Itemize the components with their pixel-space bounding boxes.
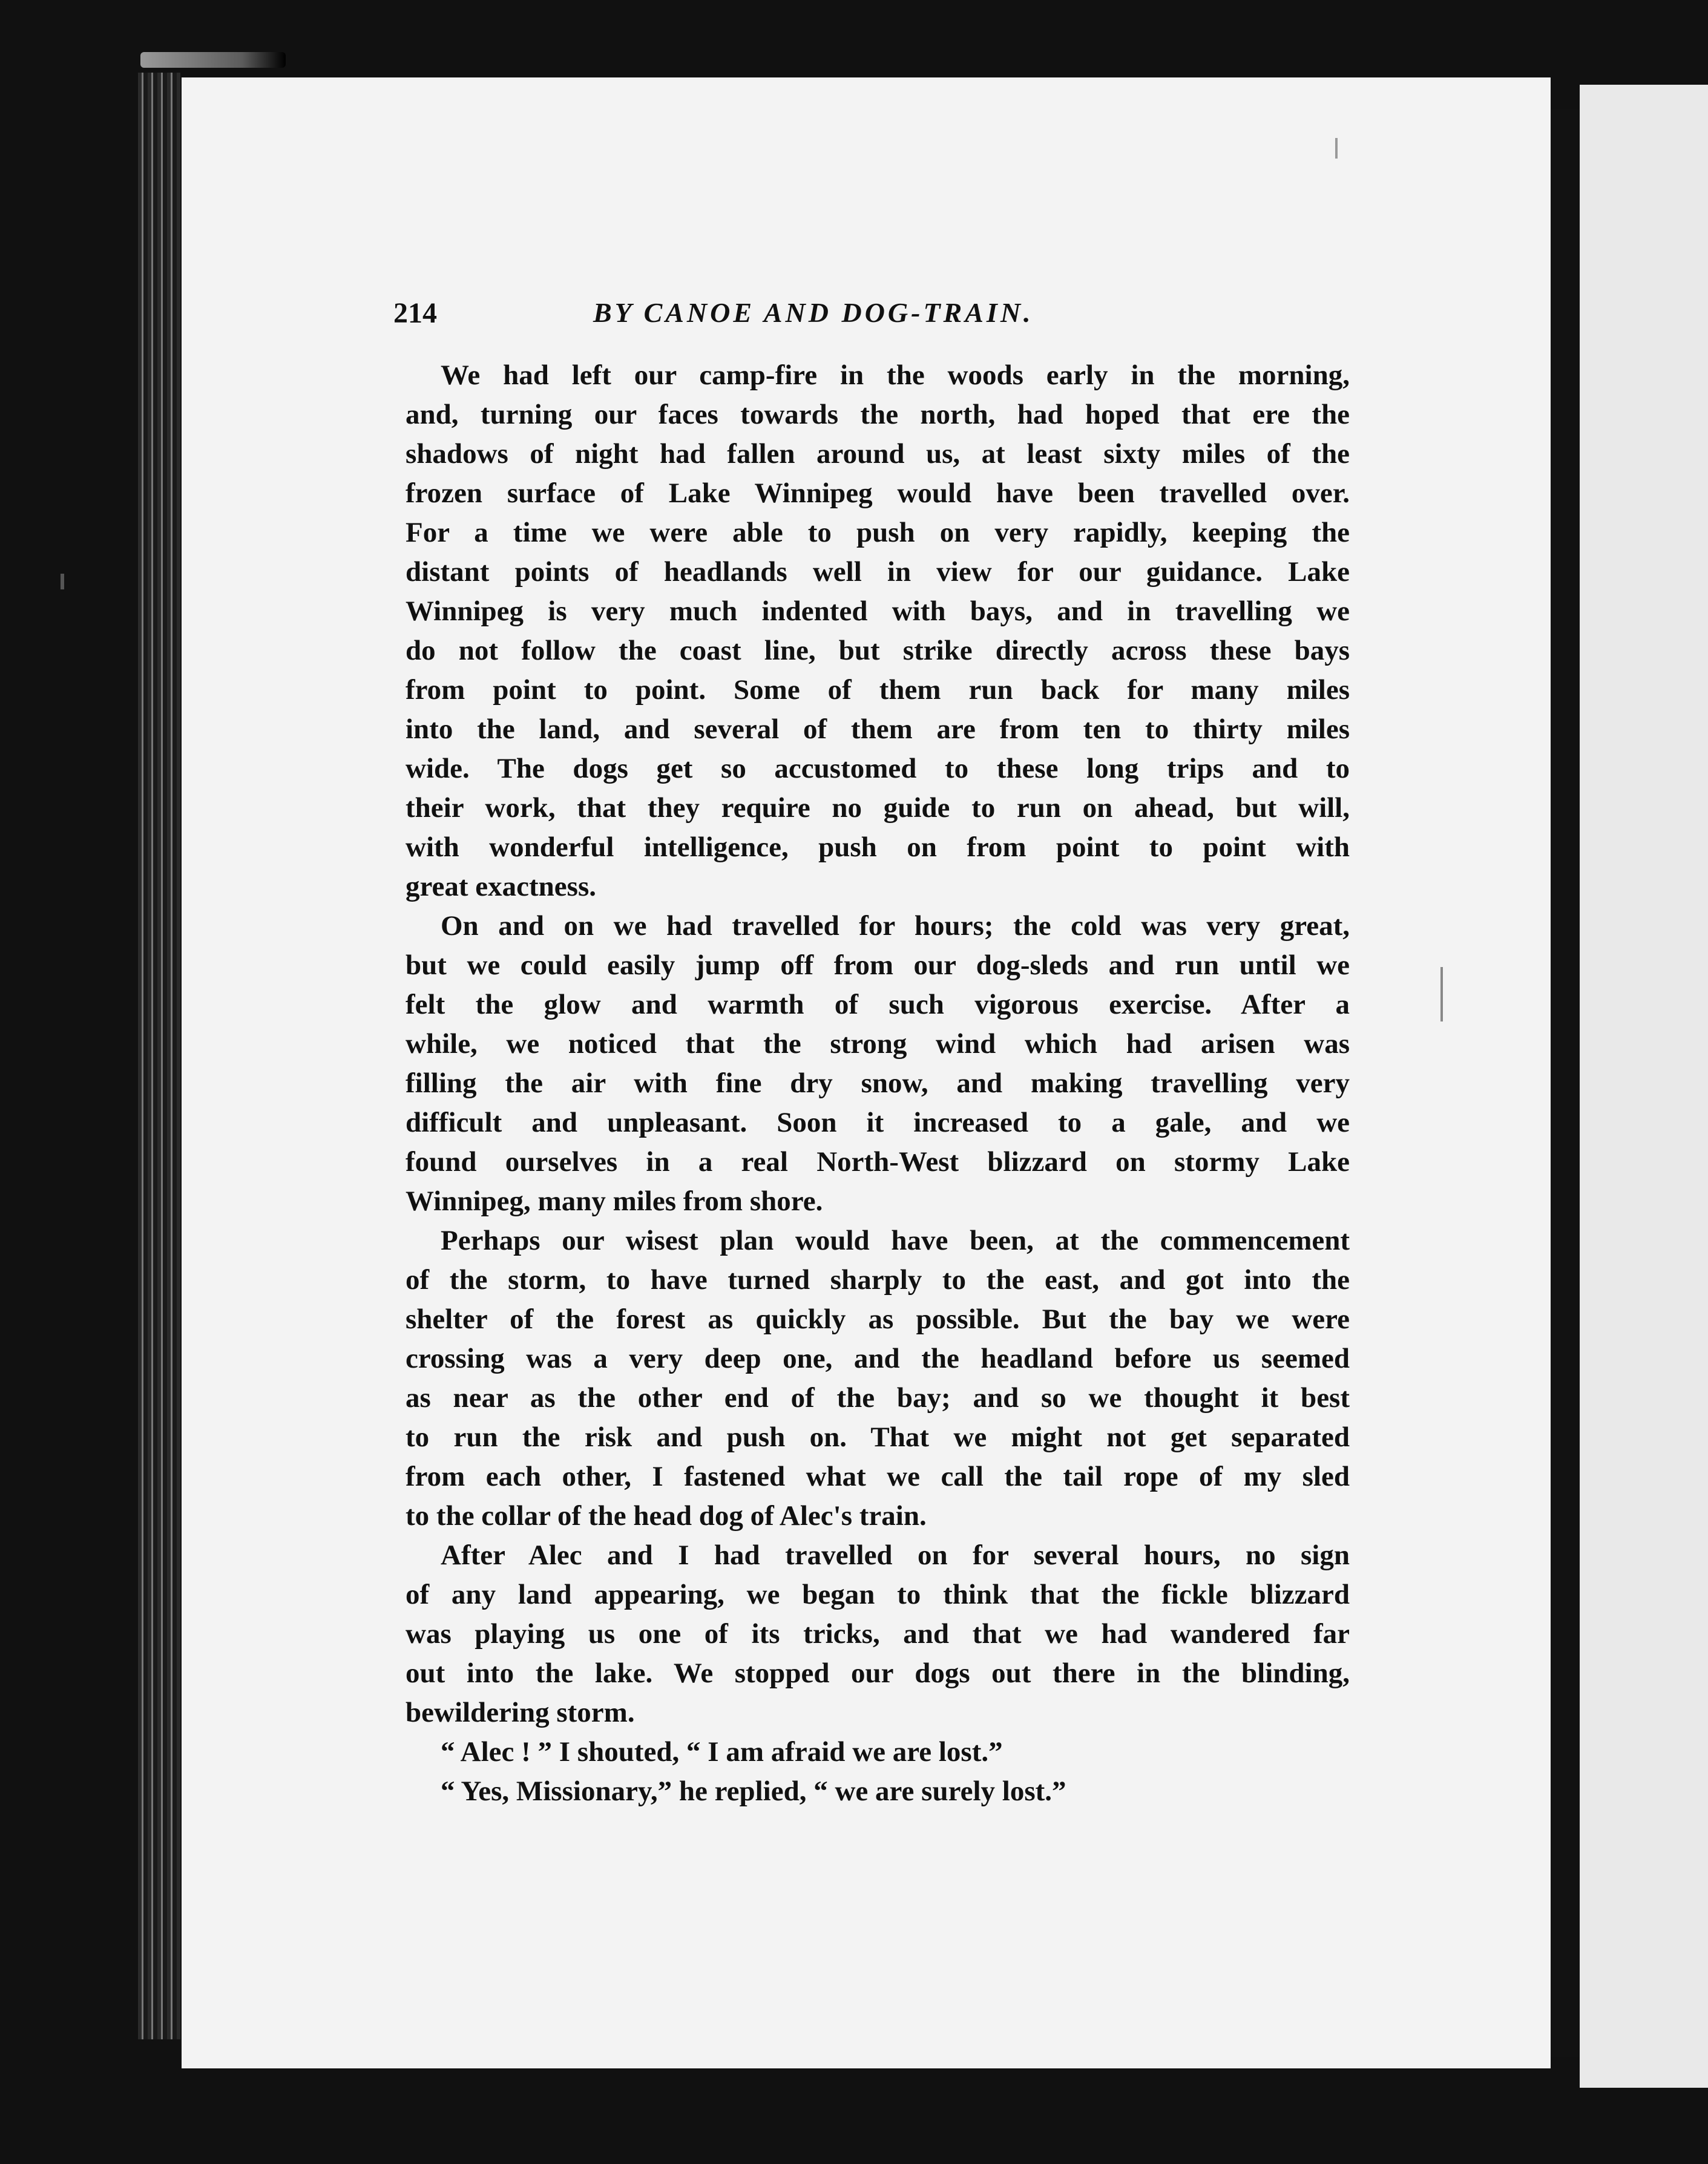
text-line: Winnipeg, many miles from shore. — [406, 1185, 823, 1217]
text-line: of the storm, to have turned sharply to the east, and got into the — [406, 1264, 1350, 1296]
text-line: from each other, I fastened what we call the tail rope of my sled — [406, 1461, 1350, 1492]
text-line: out into the lake. We stopped our dogs out there in the blinding, — [406, 1657, 1350, 1689]
text-line: bewildering storm. — [406, 1697, 635, 1728]
binding-edge-streak — [140, 52, 286, 68]
text-line: filling the air with fine dry snow, and making travelling very — [406, 1067, 1350, 1099]
running-head — [393, 297, 1362, 345]
text-line: with wonderful intelligence, push on from point to point with — [406, 831, 1350, 863]
margin-speck — [1440, 967, 1443, 1021]
margin-speck — [61, 574, 64, 589]
book-title: BY CANOE AND DOG-TRAIN. — [593, 297, 1034, 328]
text-line: their work, that they require no guide to run on ahead, but will, — [406, 792, 1350, 824]
text-line: shadows of night had fallen around us, at least sixty miles of the — [406, 438, 1350, 470]
text-line: wide. The dogs get so accustomed to these long trips and to — [406, 753, 1350, 784]
text-line: to run the risk and push on. That we might not get separated — [406, 1421, 1350, 1453]
facing-page-edge — [1580, 85, 1708, 2088]
text-line: felt the glow and warmth of such vigorous exercise. After a — [406, 989, 1350, 1020]
text-line: into the land, and several of them are from ten to thirty miles — [406, 713, 1350, 745]
text-line: Perhaps our wisest plan would have been, at the commencement — [441, 1225, 1350, 1256]
text-line: of any land appearing, we began to think that the fickle blizzard — [406, 1579, 1350, 1610]
text-line: and, turning our faces towards the north, had hoped that ere the — [406, 399, 1350, 430]
text-line: difficult and unpleasant. Soon it increased to a gale, and we — [406, 1107, 1350, 1138]
text-line: to the collar of the head dog of Alec's train. — [406, 1500, 927, 1532]
text-line: We had left our camp-fire in the woods early in the morning, — [441, 359, 1350, 391]
text-line: from point to point. Some of them run back for many miles — [406, 674, 1350, 706]
text-line: On and on we had travelled for hours; the cold was very great, — [441, 910, 1350, 942]
text-line: was playing us one of its tricks, and that we had wandered far — [406, 1618, 1350, 1650]
text-line: distant points of headlands well in view for our guidance. Lake — [406, 556, 1350, 588]
text-line: For a time we were able to push on very rapidly, keeping the — [406, 517, 1350, 548]
text-line: while, we noticed that the strong wind which had arisen was — [406, 1028, 1350, 1060]
margin-speck — [1335, 138, 1338, 159]
text-line: “ Alec ! ” I shouted, “ I am afraid we are lost.” — [441, 1736, 1003, 1768]
body-text — [406, 356, 1350, 1811]
text-line: “ Yes, Missionary,” he replied, “ we are surely lost.” — [441, 1775, 1066, 1807]
text-line: do not follow the coast line, but strike directly across these bays — [406, 635, 1350, 666]
text-line: frozen surface of Lake Winnipeg would have been travelled over. — [406, 477, 1350, 509]
text-line: great exactness. — [406, 871, 596, 902]
text-line: found ourselves in a real North-West blizzard on stormy Lake — [406, 1146, 1350, 1178]
page-stack-edge — [138, 73, 180, 2039]
text-line: shelter of the forest as quickly as possible. But the bay we were — [406, 1303, 1350, 1335]
book-gutter — [1551, 109, 1580, 2057]
text-line: as near as the other end of the bay; and so we thought it best — [406, 1382, 1350, 1414]
text-line: After Alec and I had travelled on for several hours, no sign — [441, 1539, 1350, 1571]
text-line: but we could easily jump off from our dog-sleds and run until we — [406, 949, 1350, 981]
text-line: Winnipeg is very much indented with bays, and in travelling we — [406, 595, 1350, 627]
page-number: 214 — [393, 297, 437, 329]
text-line: crossing was a very deep one, and the headland before us seemed — [406, 1343, 1350, 1374]
